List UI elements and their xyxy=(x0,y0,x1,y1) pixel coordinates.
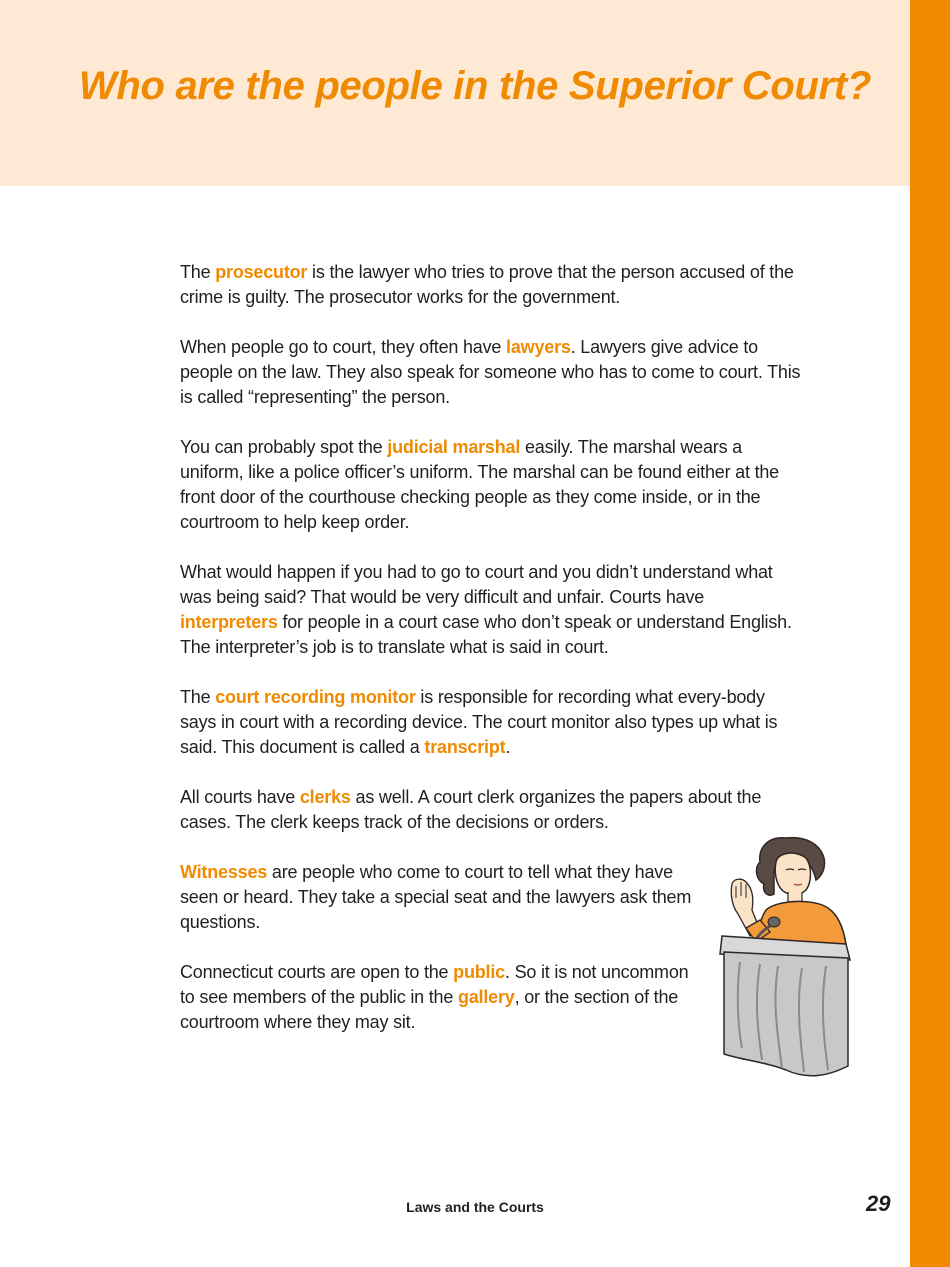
highlighted-term: clerks xyxy=(299,787,351,807)
paragraph-text: . xyxy=(505,737,511,757)
paragraph-clerks xyxy=(180,785,805,835)
paragraph-text: All courts have xyxy=(180,787,300,807)
paragraph-text: is responsible for recording what every-body says in court with a recording device. The court monitor also types up what is said. This document is called a xyxy=(180,687,778,757)
paragraph-text: . Lawyers give advice to people on the law. They also speak for someone who has to come to court. This is called “representing” the person. xyxy=(180,337,801,407)
highlighted-term: Witnesses xyxy=(180,862,268,882)
highlighted-term: public xyxy=(453,962,505,982)
page-number: 29 xyxy=(866,1191,891,1216)
paragraph-text: Connecticut courts are open to the xyxy=(180,962,454,982)
paragraph-text: , or the section of the courtroom where they may sit. xyxy=(180,987,679,1032)
highlighted-term: gallery xyxy=(457,987,515,1007)
paragraph-text: easily. The marshal wears a uniform, like a police officer’s uniform. The marshal can be found either at the front door of the courthouse checking people as they come inside, or in the courtroom to help keep order. xyxy=(180,437,779,532)
witness-at-podium-illustration xyxy=(716,832,856,1082)
paragraph-text: . So it is not uncommon to see members of the public in the xyxy=(180,962,689,1007)
paragraph-text: The xyxy=(180,687,216,707)
highlighted-term: court recording monitor xyxy=(215,687,416,707)
paragraph-text: are people who come to court to tell what they have seen or heard. They take a special seat and the lawyers ask them questions. xyxy=(180,862,692,932)
paragraph-witnesses xyxy=(180,860,695,935)
paragraph-text: is the lawyer who tries to prove that the person accused of the crime is guilty. The prosecutor works for the government. xyxy=(180,262,794,307)
highlighted-term: transcript xyxy=(424,737,506,757)
paragraph-prosecutor xyxy=(180,260,805,310)
highlighted-term: interpreters xyxy=(180,612,278,632)
paragraph-interpreters xyxy=(180,560,805,660)
body-text xyxy=(180,260,805,1060)
paragraph-public xyxy=(180,960,695,1035)
paragraph-text: When people go to court, they often have xyxy=(180,337,507,357)
paragraph-text: for people in a court case who don’t speak or understand English. The interpreter’s job is to translate what is said in court. xyxy=(180,612,792,657)
paragraph-marshal xyxy=(180,435,805,535)
paragraph-text: What would happen if you had to go to court and you didn’t understand what was being said? That would be very difficult and unfair. Courts have xyxy=(180,562,773,607)
paragraph-recording-monitor xyxy=(180,685,805,760)
highlighted-term: judicial marshal xyxy=(387,437,521,457)
paragraph-text: You can probably spot the xyxy=(180,437,388,457)
highlighted-term: lawyers xyxy=(506,337,571,357)
footer-book-title: Laws and the Courts xyxy=(406,1199,544,1215)
highlighted-term: prosecutor xyxy=(215,262,308,282)
page-title: Who are the people in the Superior Court? xyxy=(78,64,872,108)
side-color-bar xyxy=(910,0,950,1267)
paragraph-text: The xyxy=(180,262,216,282)
paragraph-text: as well. A court clerk organizes the papers about the cases. The clerk keeps track of the decisions or orders. xyxy=(180,787,762,832)
paragraph-lawyers xyxy=(180,335,805,410)
